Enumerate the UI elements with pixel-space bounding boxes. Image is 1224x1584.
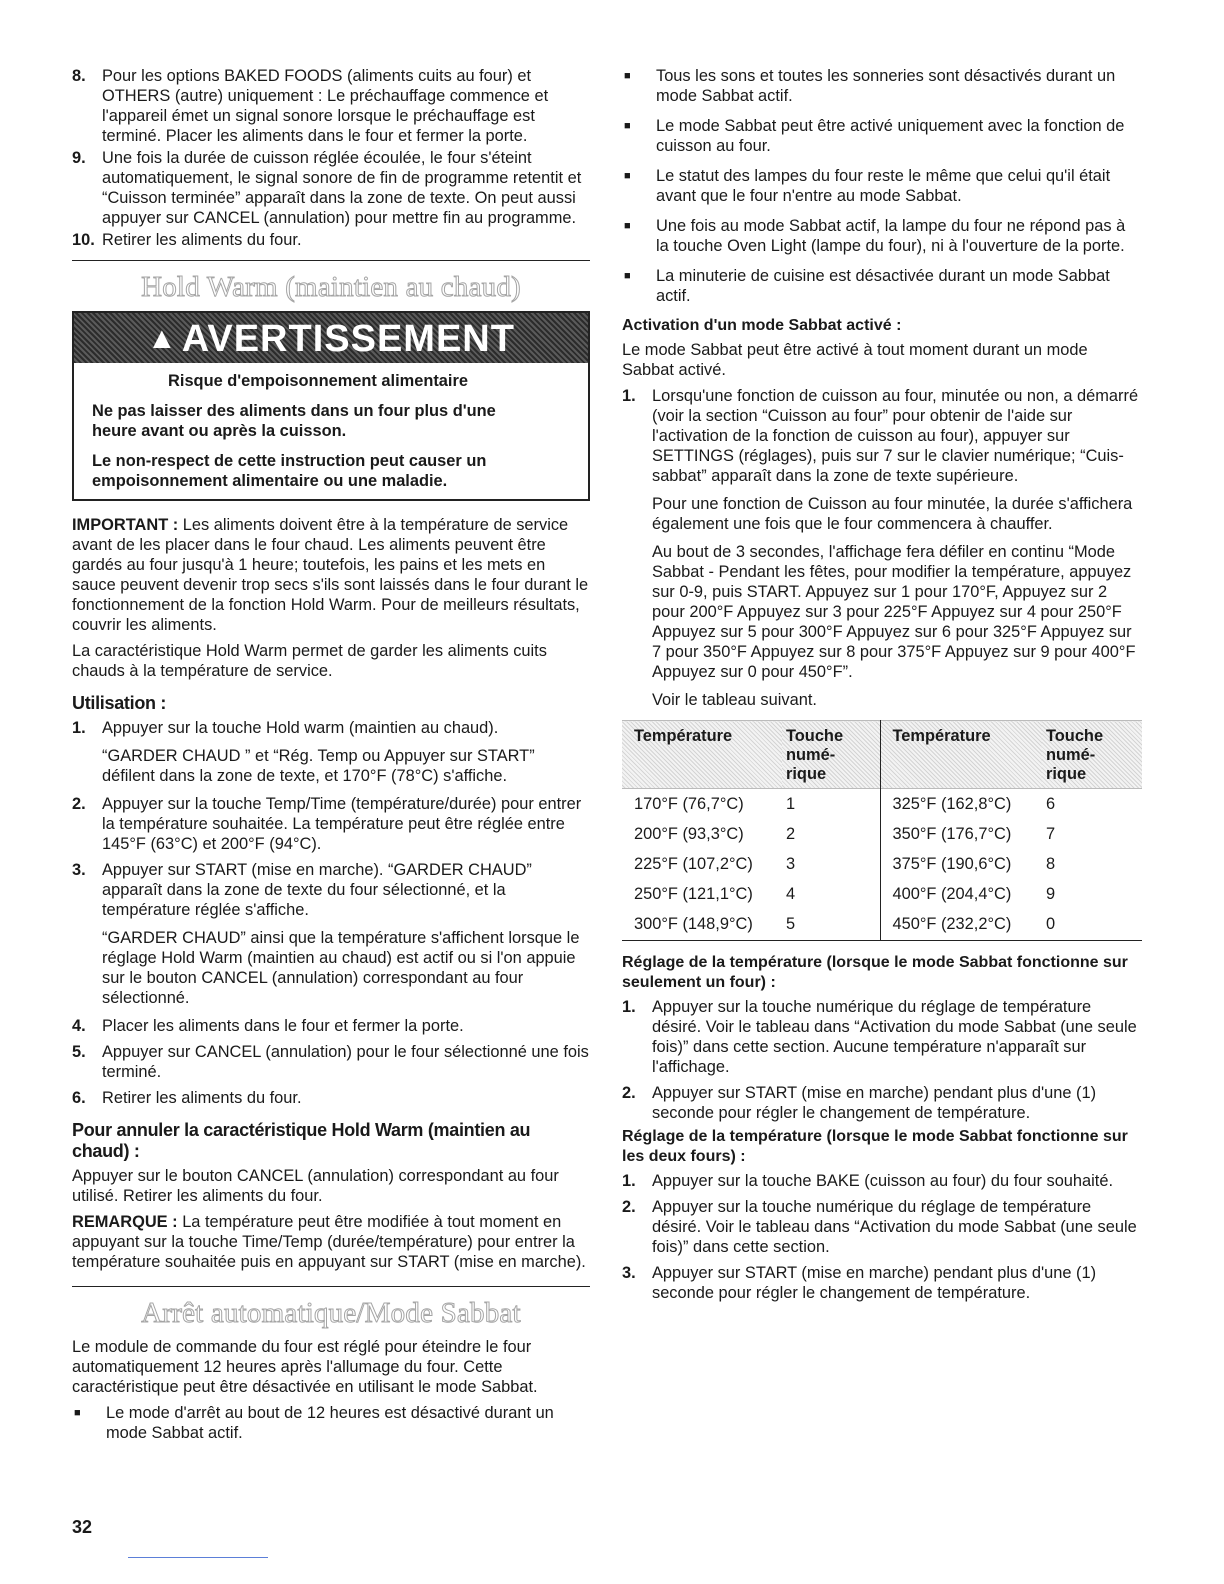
sabbath-title: Arrêt automatique/Mode Sabbat: [141, 1297, 521, 1329]
warning-label: AVERTISSEMENT: [181, 318, 515, 360]
warning-header: [74, 313, 588, 363]
warning-instruction: Ne pas laisser des aliments dans un four plus d'une heure avant ou après la cuisson.: [92, 402, 496, 440]
list-item: ■ Le mode Sabbat peut être activé uniquement avec la fonction de cuisson au four.: [624, 117, 1125, 155]
feature-paragraph: La caractéristique Hold Warm permet de garder les aliments cuits chauds à la température de service.: [72, 642, 547, 680]
table-row: 225°F (107,2°C) 3 375°F (190,6°C) 8: [622, 849, 1142, 879]
list-item: 1. Appuyer sur la touche Hold warm (maintien au chaud).: [72, 719, 499, 737]
note-paragraph: REMARQUE : La température peut être modifiée à tout moment en appuyant sur la touche Time/Temp (durée/température) pour entrer la température souhaitée puis en appuyant sur START (mise en marche).: [72, 1213, 586, 1271]
two-oven-heading: Réglage de la température (lorsque le mode Sabbat fonctionne sur les deux fours) :: [622, 1128, 1128, 1165]
list-item: 1. Appuyer sur la touche numérique du réglage de température désiré. Voir le tableau dans “Activation du mode Sabbat (une seule fois)” dans cette section. Aucune température n'apparaît sur l'affichage.: [622, 998, 1137, 1076]
list-item-continuation: Voir le tableau suivant.: [652, 691, 817, 709]
list-item: ■ Une fois au mode Sabbat actif, la lampe du four ne répond pas à la touche Oven Light (lampe du four), ni à l'ouverture de la porte.: [624, 217, 1126, 255]
table-header-row: [622, 721, 1142, 789]
warning-box: [72, 311, 590, 501]
table-header: Touche numé- rique: [782, 721, 880, 789]
square-bullet-icon: ■: [624, 220, 631, 232]
table-row: 250°F (121,1°C) 4 400°F (204,4°C) 9: [622, 879, 1142, 909]
one-oven-heading: Réglage de la température (lorsque le mode Sabbat fonctionne sur seulement un four) :: [622, 954, 1128, 991]
table-header: Température: [880, 721, 1042, 789]
list-item: 2. Appuyer sur la touche Temp/Time (température/durée) pour entrer la température souhaitée. La température peut être réglée entre 145°F (63°C) et 200°F (94°C).: [72, 795, 582, 853]
list-item: 3. Appuyer sur START (mise en marche) pendant plus d'une (1) seconde pour régler le changement de température.: [622, 1264, 1097, 1302]
sabbath-rules-list: [622, 66, 1142, 306]
cancel-paragraph: Appuyer sur le bouton CANCEL (annulation) correspondant au four utilisé. Retirer les aliments du four.: [72, 1167, 559, 1205]
sabbath-intro: Le module de commande du four est réglé pour éteindre le four automatiquement 12 heures après l'allumage du four. Cette caractéristique peut être désactivée en utilisant le mode Sabbat.: [72, 1338, 538, 1396]
activation-heading: Activation d'un mode Sabbat activé :: [622, 317, 902, 334]
section-divider: [72, 1286, 590, 1287]
activation-intro: Le mode Sabbat peut être activé à tout moment durant un mode Sabbat activé.: [622, 341, 1088, 379]
table-header: Touche numé- rique: [1042, 721, 1142, 789]
list-item: 3. Appuyer sur START (mise en marche). “GARDER CHAUD” apparaît dans la zone de texte du four sélectionné, et la température réglée s'affiche.: [72, 861, 532, 919]
temperature-table: [622, 720, 1142, 941]
list-item-continuation: Au bout de 3 secondes, l'affichage fera défiler en continu “Mode Sabbat - Pendant les fêtes, pour modifier la température, appuyez sur 0-9, puis START. Appuyez sur 1 pour 170°F, Appuyez sur 2 pour 200°F Appuyez sur 3 pour 225°F Appuyez sur 4 pour 250°F Appuyez sur 5 pour 300°F Appuyez sur 6 pour 325°F Appuyez sur 7 pour 350°F Appuyez sur 8 pour 375°F Appuyez sur 9 pour 400°F Appuyez sur 0 pour 450°F”.: [652, 543, 1136, 681]
list-item: ■ Tous les sons et toutes les sonneries sont désactivés durant un mode Sabbat actif.: [624, 67, 1116, 105]
square-bullet-icon: ■: [624, 170, 631, 182]
list-item: 5. Appuyer sur CANCEL (annulation) pour le four sélectionné une fois terminé.: [72, 1043, 589, 1081]
list-item: 8. Pour les options BAKED FOODS (aliments cuits au four) et OTHERS (autre) uniquement : Le préchauffage commence et l'appareil émet un signal sonore lorsque le préchauffage est terminé. Placer les aliments dans le four et fermer la porte.: [72, 67, 549, 145]
list-item: ■ Le statut des lampes du four reste le même que celui qu'il était avant que le four n'entre au mode Sabbat.: [624, 167, 1111, 205]
section-divider: [72, 260, 590, 261]
page-number: 32: [72, 1517, 93, 1537]
one-oven-steps: [622, 997, 1142, 1123]
cancel-heading: Pour annuler la caractéristique Hold Warm (maintien au chaud) :: [72, 1120, 531, 1161]
table-header: Température: [622, 721, 782, 789]
left-column: [72, 66, 590, 1453]
square-bullet-icon: ■: [624, 120, 631, 132]
table-row: 170°F (76,7°C) 1 325°F (162,8°C) 6: [622, 789, 1142, 820]
list-item: 2. Appuyer sur START (mise en marche) pendant plus d'une (1) seconde pour régler le changement de température.: [622, 1084, 1097, 1122]
list-item: ■ La minuterie de cuisine est désactivée durant un mode Sabbat actif.: [624, 267, 1110, 305]
warning-consequence: Le non-respect de cette instruction peut causer un empoisonnement alimentaire ou une maladie.: [92, 452, 487, 490]
list-item-continuation: Pour une fonction de Cuisson au four minutée, la durée s'affichera également une fois que le four commencera à chauffer.: [652, 495, 1133, 533]
use-steps-list: [72, 718, 590, 1108]
warning-triangle-icon: ▲: [147, 322, 178, 355]
list-item: 1. Lorsqu'une fonction de cuisson au four, minutée ou non, a démarré (voir la section “Cuisson au four” pour obtenir de l'aide sur l'activation de la fonction de cuisson au four), appuyer sur SETTINGS (réglages), puis sur 7 sur le clavier numérique; “Cuis-sabbat” apparaît dans la zone de texte supérieure.: [622, 387, 1139, 485]
list-item: 10. Retirer les aliments du four.: [72, 231, 302, 249]
list-item: ■ Le mode d'arrêt au bout de 12 heures est désactivé durant un mode Sabbat actif.: [74, 1404, 554, 1442]
two-oven-steps: [622, 1171, 1142, 1303]
sabbath-bullets: [72, 1403, 590, 1443]
warning-risk: Risque d'empoisonnement alimentaire: [168, 372, 468, 390]
list-item: 2. Appuyer sur la touche numérique du réglage de température désiré. Voir le tableau dans “Activation du mode Sabbat (une seule fois)” dans cette section.: [622, 1198, 1137, 1256]
warning-body: [74, 363, 588, 499]
list-item-continuation: “GARDER CHAUD ” et “Rég. Temp ou Appuyer sur START” défilent dans la zone de texte, et 170°F (78°C) s'affiche.: [102, 747, 535, 785]
table-row: 200°F (93,3°C) 2 350°F (176,7°C) 7: [622, 819, 1142, 849]
right-column: [622, 66, 1142, 1307]
top-steps-list: [72, 66, 590, 250]
list-item: 6. Retirer les aliments du four.: [72, 1089, 302, 1107]
hold-warm-title: Hold Warm (maintien au chaud): [141, 271, 521, 303]
table-row: 300°F (148,9°C) 5 450°F (232,2°C) 0: [622, 909, 1142, 941]
list-item-continuation: “GARDER CHAUD” ainsi que la température s'affichent lorsque le réglage Hold Warm (maintien au chaud) est actif ou si l'on appuie sur le bouton CANCEL (annulation) correspondant au four sélectionné.: [102, 929, 580, 1007]
list-item: 4. Placer les aliments dans le four et fermer la porte.: [72, 1017, 464, 1035]
important-paragraph: IMPORTANT : Les aliments doivent être à la température de service avant de les placer dans le four chaud. Les aliments peuvent être gardés au four jusqu'à 1 heure; toutefois, les pains et les mets en sauce peuvent devenir trop secs s'ils sont laissés dans le four durant le fonctionnement de la fonction Hold Warm. Pour de meilleurs résultats, couvrir les aliments.: [72, 516, 589, 634]
square-bullet-icon: ■: [624, 270, 631, 282]
square-bullet-icon: ■: [624, 70, 631, 82]
footer-line: [128, 1557, 268, 1558]
list-item: 1. Appuyer sur la touche BAKE (cuisson au four) du four souhaité.: [622, 1172, 1114, 1190]
square-bullet-icon: ■: [74, 1407, 81, 1419]
use-heading: Utilisation :: [72, 693, 167, 713]
list-item: 9. Une fois la durée de cuisson réglée écoulée, le four s'éteint automatiquement, le signal sonore de fin de programme retentit et “Cuisson terminée” apparaît dans la zone de texte. On peut aussi appuyer sur CANCEL (annulation) pour mettre fin au programme.: [72, 149, 582, 227]
